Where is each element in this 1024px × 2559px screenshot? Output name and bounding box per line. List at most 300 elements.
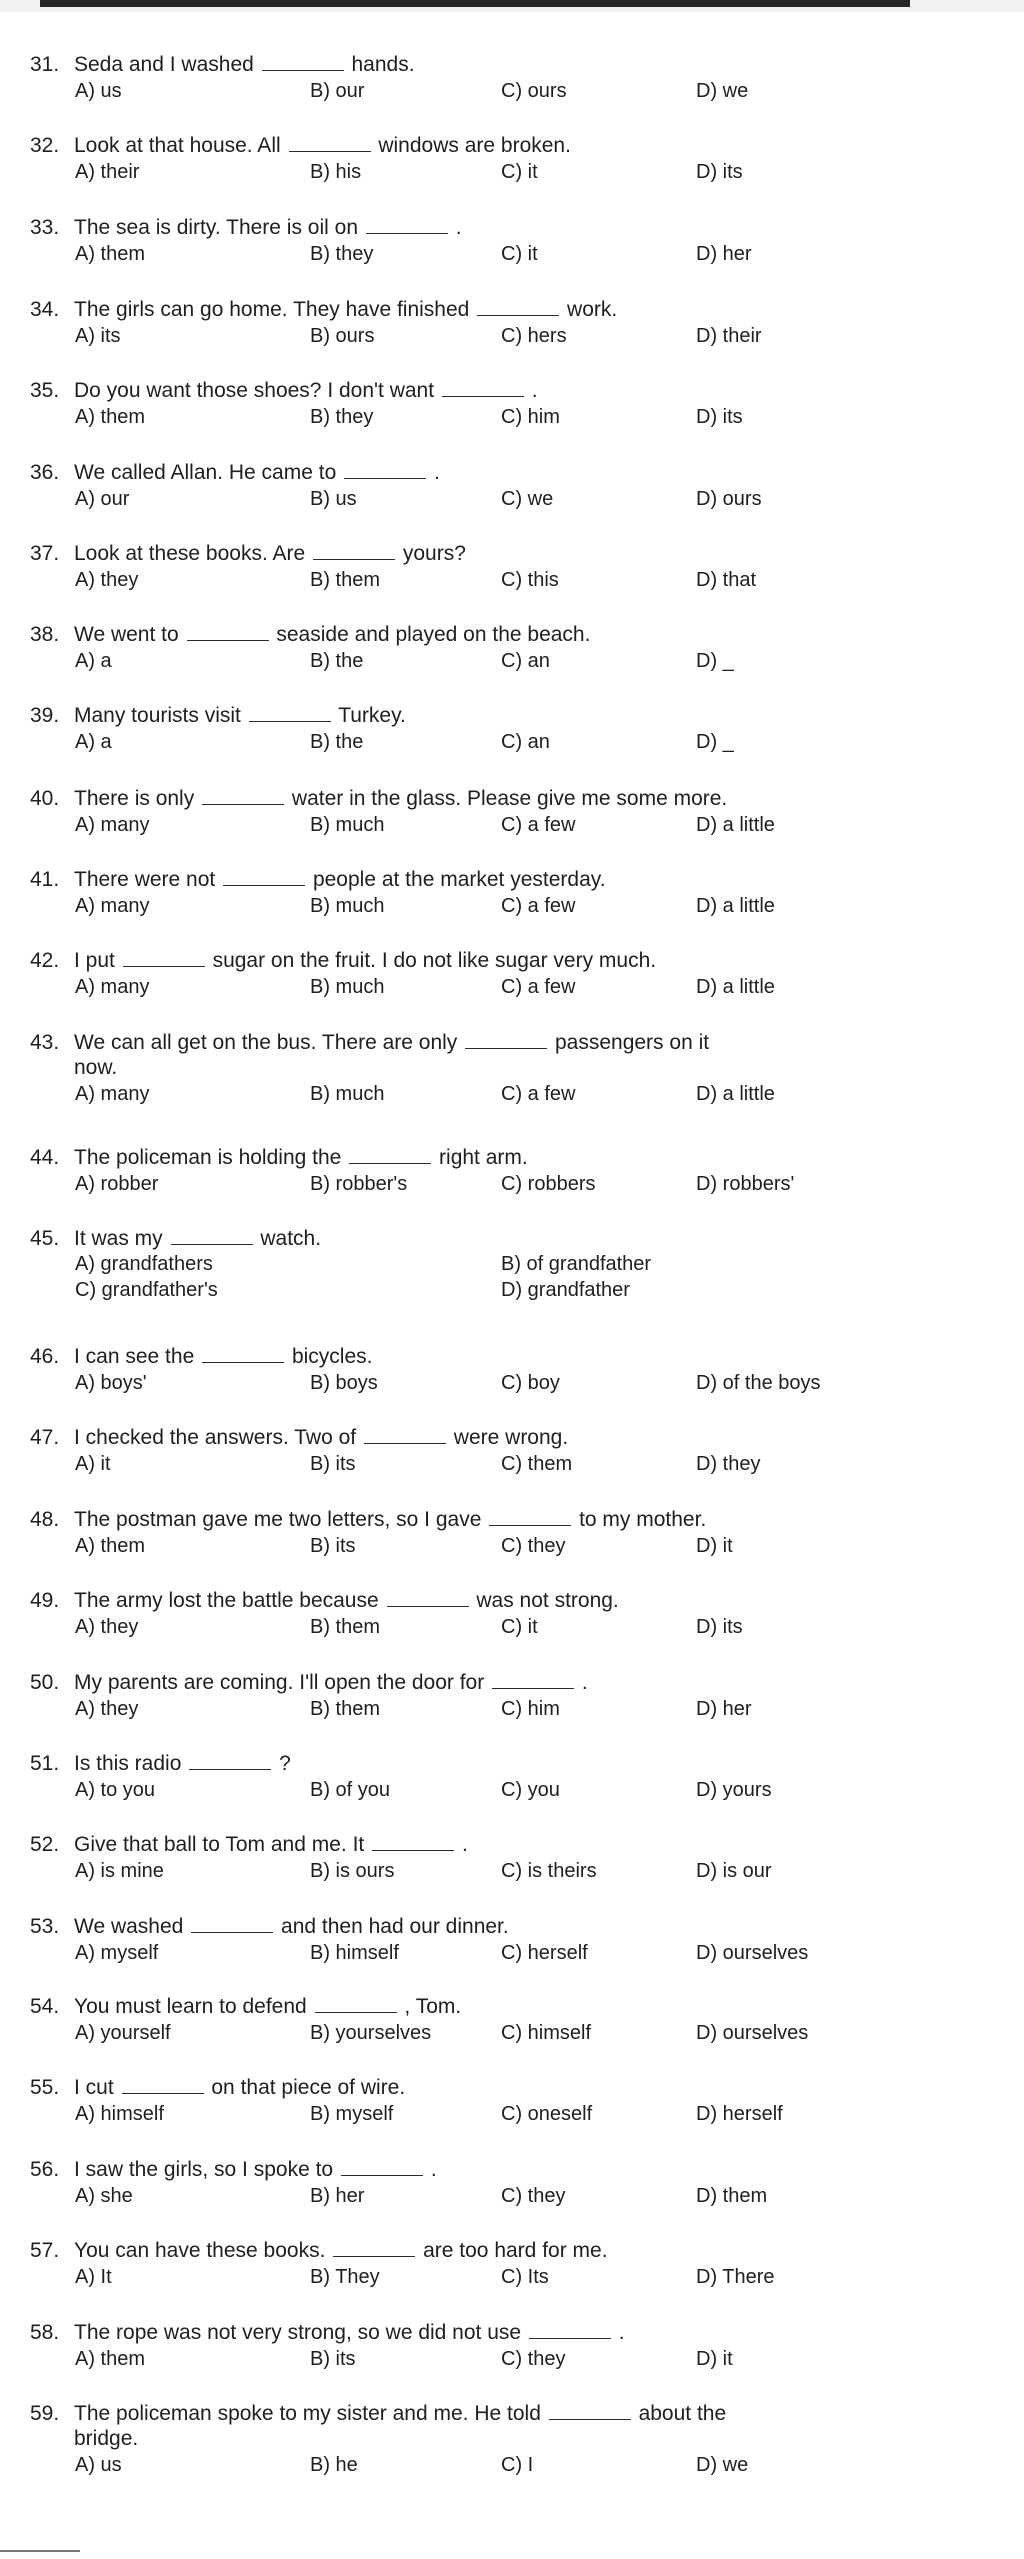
answer-options	[30, 159, 990, 185]
option-d[interactable]: D) its	[696, 161, 743, 183]
option-d[interactable]: D) _	[696, 650, 734, 672]
option-a[interactable]: A) It	[75, 2266, 112, 2288]
answer-options	[30, 1614, 990, 1640]
question-text-before: We washed	[74, 1915, 184, 1938]
question-text-after: to my mother.	[579, 1508, 707, 1531]
option-a[interactable]: A) them	[75, 243, 146, 265]
answer-blank	[442, 378, 524, 397]
option-b[interactable]: B) much	[310, 976, 385, 998]
answer-blank	[477, 297, 559, 316]
answer-blank	[289, 133, 371, 152]
question-item	[30, 1226, 990, 1303]
question-stem	[30, 2075, 990, 2100]
option-d[interactable]: D) herself	[696, 2103, 783, 2125]
question-text-continued: now.	[74, 1056, 118, 1079]
question-number: 43.	[30, 1031, 60, 1054]
question-text-after: right arm.	[439, 1146, 528, 1169]
question-item	[30, 1670, 990, 1722]
answer-options	[30, 974, 990, 1000]
option-b[interactable]: B) its	[310, 1535, 356, 1557]
option-b[interactable]: B) of you	[310, 1779, 391, 1801]
question-text-before: Seda and I washed	[74, 53, 254, 76]
answer-blank	[262, 52, 344, 71]
answer-blank	[223, 867, 305, 886]
option-c[interactable]: C) they	[501, 2185, 566, 2207]
option-a[interactable]: A) them	[75, 1535, 146, 1557]
question-text-before: Is this radio	[74, 1752, 182, 1775]
question-stem	[30, 2157, 990, 2182]
question-text-before: Look at that house. All	[74, 134, 281, 157]
option-d[interactable]: D) it	[696, 2348, 733, 2370]
question-text-after: was not strong.	[476, 1589, 619, 1612]
option-a[interactable]: A) us	[75, 80, 122, 102]
option-c[interactable]: C) robbers	[501, 1173, 596, 1195]
answer-options	[30, 1777, 990, 1803]
option-a[interactable]: A) grandfathers	[75, 1253, 213, 1275]
answer-blank	[122, 2075, 204, 2094]
question-number: 59.	[30, 2402, 60, 2425]
option-b[interactable]: B) his	[310, 161, 362, 183]
question-item	[30, 1145, 990, 1197]
question-text-before: The army lost the battle because	[74, 1589, 379, 1612]
question-text-before: You can have these books.	[74, 2239, 326, 2262]
question-number: 50.	[30, 1671, 60, 1694]
option-a[interactable]: A) a	[75, 731, 112, 753]
option-a[interactable]: A) its	[75, 325, 121, 347]
option-a[interactable]: A) yourself	[75, 2022, 171, 2044]
question-text-after: .	[581, 1671, 588, 1694]
question-stem	[30, 948, 990, 973]
question-number: 48.	[30, 1508, 60, 1531]
option-a[interactable]: A) them	[75, 2348, 146, 2370]
option-d[interactable]: D) of the boys	[696, 1372, 821, 1394]
question-item	[30, 541, 990, 593]
question-text-after: windows are broken.	[378, 134, 571, 157]
question-text-before: It was my	[74, 1227, 163, 1250]
answer-blank	[372, 1832, 454, 1851]
option-b[interactable]: B) its	[310, 1453, 356, 1475]
question-text-before: I checked the answers. Two of	[74, 1426, 357, 1449]
question-number: 31.	[30, 53, 60, 76]
question-stem	[30, 1832, 990, 1857]
question-item	[30, 2401, 990, 2478]
question-text-after: , Tom.	[404, 1995, 462, 2018]
question-text-after: Turkey.	[338, 704, 406, 727]
option-d[interactable]: D) ourselves	[696, 2022, 809, 2044]
question-item	[30, 378, 990, 430]
answer-options	[30, 567, 990, 593]
option-d[interactable]: D) it	[696, 1535, 733, 1557]
answer-blank	[489, 1507, 571, 1526]
option-c[interactable]: C) is theirs	[501, 1860, 597, 1882]
option-c[interactable]: C) it	[501, 161, 538, 183]
answer-options	[30, 241, 990, 267]
question-text-before: The postman gave me two letters, so I gave	[74, 1508, 482, 1531]
question-text-after: .	[455, 216, 462, 239]
option-b[interactable]: B) himself	[310, 1942, 399, 1964]
question-number: 55.	[30, 2076, 60, 2099]
option-c[interactable]: C) an	[501, 650, 550, 672]
option-c[interactable]: C) himself	[501, 2022, 592, 2044]
question-stem	[30, 460, 990, 485]
answer-options	[30, 2452, 990, 2478]
question-number: 34.	[30, 298, 60, 321]
option-a[interactable]: A) us	[75, 2454, 122, 2476]
top-border-rule	[40, 0, 910, 7]
question-text-after: .	[618, 2321, 625, 2344]
question-text-after: work.	[567, 298, 618, 321]
answer-options	[30, 2101, 990, 2127]
question-text-after: are too hard for me.	[423, 2239, 608, 2262]
answer-options	[30, 1858, 990, 1884]
option-c[interactable]: C) it	[501, 1616, 538, 1638]
option-c[interactable]: C) an	[501, 731, 550, 753]
option-d[interactable]: D) them	[696, 2185, 768, 2207]
option-c[interactable]: C) a few	[501, 895, 576, 917]
question-stem	[30, 52, 990, 77]
question-stem	[30, 1670, 990, 1695]
question-text-before: Many tourists visit	[74, 704, 241, 727]
answer-options	[30, 1940, 990, 1966]
question-number: 38.	[30, 623, 60, 646]
answer-options	[30, 2346, 990, 2372]
question-number: 52.	[30, 1833, 60, 1856]
question-text-after: passengers on it	[554, 1031, 710, 1054]
option-b[interactable]: B) is ours	[310, 1860, 395, 1882]
question-text-after: water in the glass. Please give me some more.	[291, 787, 728, 810]
question-stem	[30, 133, 990, 158]
question-text-before: The rope was not very strong, so we did not use	[74, 2321, 522, 2344]
question-item	[30, 1507, 990, 1559]
question-stem	[30, 2238, 990, 2263]
question-text-after: hands.	[351, 53, 415, 76]
answer-options	[30, 1533, 990, 1559]
question-item	[30, 622, 990, 674]
option-a[interactable]: A) they	[75, 1616, 139, 1638]
answer-options	[30, 2264, 990, 2290]
option-d[interactable]: D) its	[696, 406, 743, 428]
question-item	[30, 2320, 990, 2372]
question-number: 54.	[30, 1995, 60, 2018]
option-b[interactable]: B) them	[310, 1698, 381, 1720]
answer-blank	[249, 703, 331, 722]
option-d[interactable]: D) we	[696, 80, 749, 102]
question-number: 35.	[30, 379, 60, 402]
option-c[interactable]: C) him	[501, 406, 560, 428]
answer-options	[30, 1081, 990, 1107]
question-stem	[30, 2401, 990, 2426]
option-a[interactable]: A) boys'	[75, 1372, 147, 1394]
option-c[interactable]: C) we	[501, 488, 554, 510]
option-c[interactable]: C) you	[501, 1779, 560, 1801]
option-c[interactable]: C) Its	[501, 2266, 549, 2288]
question-stem-continued	[30, 1055, 990, 1080]
option-b[interactable]: B) her	[310, 2185, 365, 2207]
answer-blank	[123, 948, 205, 967]
option-d[interactable]: D) we	[696, 2454, 749, 2476]
option-a[interactable]: A) many	[75, 895, 150, 917]
option-d[interactable]: D) yours	[696, 1779, 772, 1801]
option-d[interactable]: D) is our	[696, 1860, 772, 1882]
question-stem	[30, 1507, 990, 1532]
option-d[interactable]: D) a little	[696, 814, 775, 836]
answer-options	[30, 729, 990, 755]
question-number: 58.	[30, 2321, 60, 2344]
answer-blank	[191, 1914, 273, 1933]
option-c[interactable]: C) grandfather's	[75, 1279, 218, 1301]
question-text-before: We went to	[74, 623, 179, 646]
question-number: 56.	[30, 2158, 60, 2181]
question-text-before: Do you want those shoes? I don't want	[74, 379, 435, 402]
question-text-after: yours?	[402, 542, 466, 565]
question-number: 40.	[30, 787, 60, 810]
option-b[interactable]: B) they	[310, 243, 374, 265]
question-item	[30, 1588, 990, 1640]
option-d[interactable]: D) robbers'	[696, 1173, 795, 1195]
option-a[interactable]: A) is mine	[75, 1860, 164, 1882]
question-number: 36.	[30, 461, 60, 484]
question-number: 47.	[30, 1426, 60, 1449]
answer-blank	[387, 1588, 469, 1607]
question-number: 51.	[30, 1752, 60, 1775]
option-b[interactable]: B) the	[310, 731, 364, 753]
question-text-before: I cut	[74, 2076, 114, 2099]
option-b[interactable]: B) They	[310, 2266, 380, 2288]
answer-blank	[344, 460, 426, 479]
question-text-after: watch.	[260, 1227, 322, 1250]
question-text-after: people at the market yesterday.	[312, 868, 606, 891]
option-d[interactable]: D) that	[696, 569, 757, 591]
option-a[interactable]: A) myself	[75, 1942, 159, 1964]
question-stem	[30, 1425, 990, 1450]
question-text-after: .	[461, 1833, 468, 1856]
option-c[interactable]: C) oneself	[501, 2103, 593, 2125]
answer-options	[30, 1451, 990, 1477]
question-text-before: I saw the girls, so I spoke to	[74, 2158, 334, 2181]
question-number: 32.	[30, 134, 60, 157]
option-c[interactable]: C) hers	[501, 325, 567, 347]
option-a[interactable]: A) himself	[75, 2103, 164, 2125]
question-text-before: We can all get on the bus. There are only	[74, 1031, 458, 1054]
answer-options	[30, 1251, 990, 1303]
option-a[interactable]: A) our	[75, 488, 130, 510]
question-text-before: I can see the	[74, 1345, 195, 1368]
question-text-after: ?	[279, 1752, 291, 1775]
question-text-after: and then had our dinner.	[281, 1915, 509, 1938]
answer-blank	[202, 1344, 284, 1363]
answer-blank	[171, 1226, 253, 1245]
option-b[interactable]: B) he	[310, 2454, 358, 2476]
option-d[interactable]: D) her	[696, 243, 752, 265]
question-text-before: You must learn to defend	[74, 1995, 307, 2018]
question-item	[30, 2157, 990, 2209]
option-a[interactable]: A) robber	[75, 1173, 159, 1195]
question-number: 37.	[30, 542, 60, 565]
question-item	[30, 52, 990, 104]
option-d[interactable]: D) its	[696, 1616, 743, 1638]
option-b[interactable]: B) the	[310, 650, 364, 672]
option-d[interactable]: D) a little	[696, 895, 775, 917]
question-item	[30, 1994, 990, 2046]
option-c[interactable]: C) boy	[501, 1372, 560, 1394]
question-stem	[30, 1226, 990, 1251]
answer-options	[30, 648, 990, 674]
question-stem	[30, 1344, 990, 1369]
question-text-before: Give that ball to Tom and me. It	[74, 1833, 365, 1856]
question-item	[30, 297, 990, 349]
question-item	[30, 867, 990, 919]
option-c[interactable]: C) they	[501, 2348, 566, 2370]
question-text-continued: bridge.	[74, 2427, 139, 2450]
option-b[interactable]: B) robber's	[310, 1173, 408, 1195]
answer-blank	[492, 1670, 574, 1689]
option-b[interactable]: B) our	[310, 80, 365, 102]
question-stem	[30, 622, 990, 647]
answer-blank	[341, 2157, 423, 2176]
option-b[interactable]: B) much	[310, 895, 385, 917]
option-d[interactable]: D) their	[696, 325, 762, 347]
question-item	[30, 133, 990, 185]
option-b[interactable]: B) myself	[310, 2103, 394, 2125]
answer-options	[30, 486, 990, 512]
option-d[interactable]: D) grandfather	[501, 1279, 630, 1301]
question-number: 41.	[30, 868, 60, 891]
option-a[interactable]: A) many	[75, 814, 150, 836]
option-d[interactable]: D) they	[696, 1453, 761, 1475]
answer-options	[30, 1171, 990, 1197]
answer-blank	[202, 786, 284, 805]
answer-blank	[333, 2238, 415, 2257]
question-item	[30, 215, 990, 267]
option-a[interactable]: A) their	[75, 161, 140, 183]
question-text-before: The girls can go home. They have finished	[74, 298, 470, 321]
answer-blank	[189, 1751, 271, 1770]
question-stem	[30, 1994, 990, 2019]
option-a[interactable]: A) they	[75, 1698, 139, 1720]
bottom-border-rule	[0, 2550, 80, 2552]
question-stem	[30, 1751, 990, 1776]
question-number: 49.	[30, 1589, 60, 1612]
option-c[interactable]: C) a few	[501, 814, 576, 836]
option-c[interactable]: C) they	[501, 1535, 566, 1557]
question-item	[30, 2075, 990, 2127]
question-text-before: The policeman is holding the	[74, 1146, 342, 1169]
option-b[interactable]: B) them	[310, 569, 381, 591]
question-item	[30, 1751, 990, 1803]
option-a[interactable]: A) she	[75, 2185, 133, 2207]
answer-options	[30, 1370, 990, 1396]
question-stem	[30, 1914, 990, 1939]
question-text-before: The sea is dirty. There is oil on	[74, 216, 359, 239]
answer-options	[30, 404, 990, 430]
option-b[interactable]: B) ours	[310, 325, 375, 347]
option-d[interactable]: D) ours	[696, 488, 762, 510]
question-number: 45.	[30, 1227, 60, 1250]
option-a[interactable]: A) many	[75, 976, 150, 998]
option-b[interactable]: B) boys	[310, 1372, 378, 1394]
answer-blank	[465, 1030, 547, 1049]
question-stem	[30, 2320, 990, 2345]
option-a[interactable]: A) many	[75, 1083, 150, 1105]
option-a[interactable]: A) it	[75, 1453, 111, 1475]
option-c[interactable]: C) it	[501, 243, 538, 265]
option-a[interactable]: A) to you	[75, 1779, 156, 1801]
question-stem	[30, 786, 990, 811]
answer-options	[30, 893, 990, 919]
question-number: 46.	[30, 1345, 60, 1368]
question-stem	[30, 1145, 990, 1170]
answer-blank	[313, 541, 395, 560]
question-text-after: .	[531, 379, 538, 402]
option-b[interactable]: B) they	[310, 406, 374, 428]
answer-blank	[549, 2401, 631, 2420]
option-b[interactable]: B) of grandfather	[501, 1253, 652, 1275]
option-a[interactable]: A) them	[75, 406, 146, 428]
question-text-after: .	[433, 461, 440, 484]
answer-options	[30, 1696, 990, 1722]
question-number: 42.	[30, 949, 60, 972]
option-c[interactable]: C) ours	[501, 80, 567, 102]
question-item	[30, 2238, 990, 2290]
answer-blank	[364, 1425, 446, 1444]
question-text-before: We called Allan. He came to	[74, 461, 337, 484]
option-d[interactable]: D) _	[696, 731, 734, 753]
option-d[interactable]: D) a little	[696, 976, 775, 998]
option-c[interactable]: C) a few	[501, 976, 576, 998]
option-b[interactable]: B) much	[310, 814, 385, 836]
option-d[interactable]: D) There	[696, 2266, 775, 2288]
option-c[interactable]: C) him	[501, 1698, 560, 1720]
option-b[interactable]: B) its	[310, 2348, 356, 2370]
question-item	[30, 1914, 990, 1966]
option-c[interactable]: C) this	[501, 569, 559, 591]
question-stem-continued	[30, 2426, 990, 2451]
question-text-before: There is only	[74, 787, 195, 810]
question-stem	[30, 1588, 990, 1613]
question-text-after: seaside and played on the beach.	[276, 623, 591, 646]
option-c[interactable]: C) herself	[501, 1942, 588, 1964]
answer-options	[30, 2183, 990, 2209]
question-text-before: I put	[74, 949, 115, 972]
answer-blank	[529, 2320, 611, 2339]
option-b[interactable]: B) us	[310, 488, 357, 510]
question-text-after: bicycles.	[291, 1345, 373, 1368]
question-item	[30, 948, 990, 1000]
option-d[interactable]: D) ourselves	[696, 1942, 809, 1964]
option-b[interactable]: B) them	[310, 1616, 381, 1638]
question-text-before: My parents are coming. I'll open the door for	[74, 1671, 485, 1694]
option-b[interactable]: B) much	[310, 1083, 385, 1105]
question-item	[30, 703, 990, 755]
question-item	[30, 1425, 990, 1477]
question-stem	[30, 215, 990, 240]
question-text-after: about the	[638, 2402, 727, 2425]
question-item	[30, 786, 990, 838]
answer-options	[30, 78, 990, 104]
option-b[interactable]: B) yourselves	[310, 2022, 432, 2044]
question-stem	[30, 378, 990, 403]
option-d[interactable]: D) her	[696, 1698, 752, 1720]
question-item	[30, 1832, 990, 1884]
question-stem	[30, 867, 990, 892]
option-a[interactable]: A) a	[75, 650, 112, 672]
answer-options	[30, 323, 990, 349]
option-a[interactable]: A) they	[75, 569, 139, 591]
option-d[interactable]: D) a little	[696, 1083, 775, 1105]
option-c[interactable]: C) I	[501, 2454, 534, 2476]
option-c[interactable]: C) a few	[501, 1083, 576, 1105]
option-c[interactable]: C) them	[501, 1453, 573, 1475]
